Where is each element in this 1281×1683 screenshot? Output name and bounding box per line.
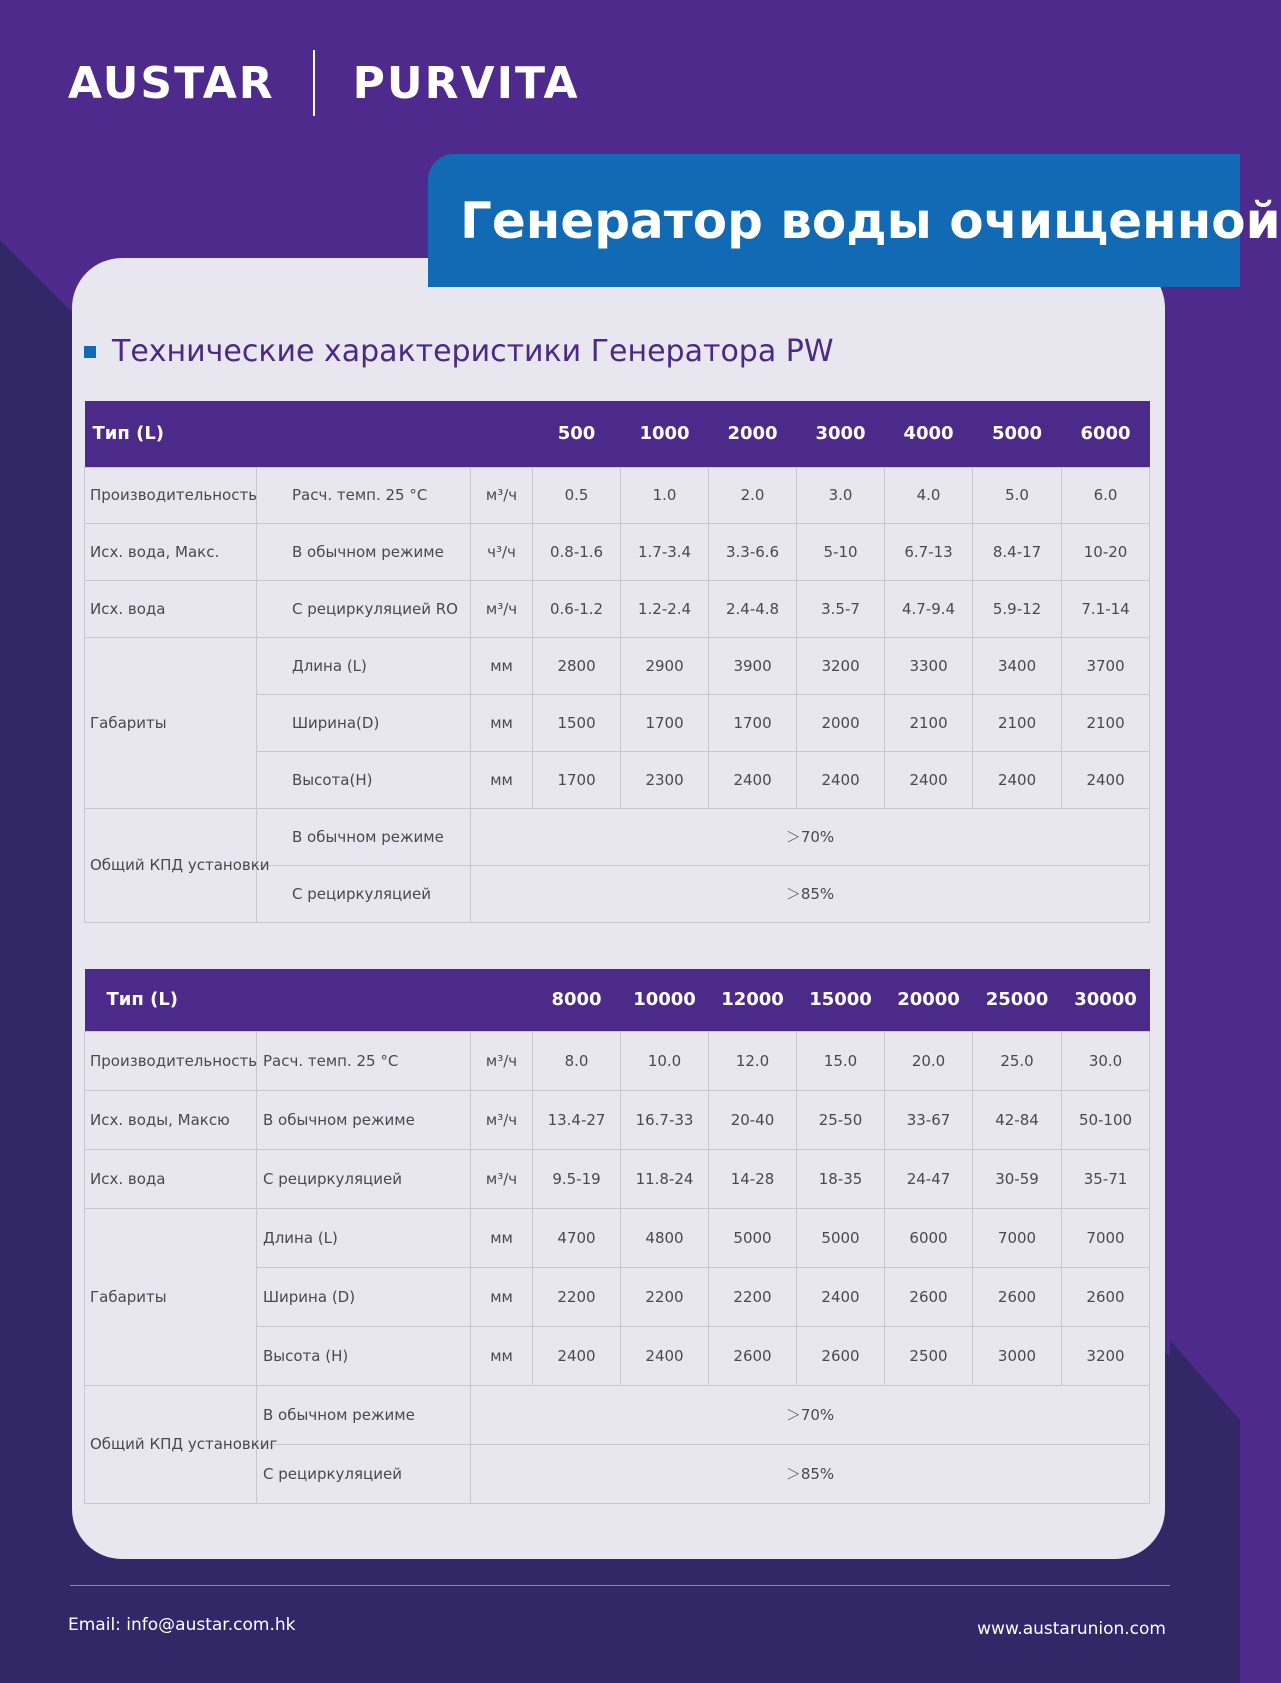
cell: 1500 bbox=[533, 694, 621, 751]
cell: 7000 bbox=[973, 1208, 1062, 1267]
cell: 13.4-27 bbox=[533, 1090, 621, 1149]
brand-logos bbox=[68, 50, 580, 116]
cell: 3400 bbox=[973, 637, 1062, 694]
table-row bbox=[85, 523, 1150, 580]
cell: 4.0 bbox=[885, 467, 973, 523]
cell: 35-71 bbox=[1062, 1149, 1150, 1208]
cell: 2300 bbox=[621, 751, 709, 808]
cell: 2400 bbox=[709, 751, 797, 808]
model-header: 20000 bbox=[885, 969, 973, 1031]
cell: 3700 bbox=[1062, 637, 1150, 694]
table-header-row bbox=[85, 969, 1150, 1031]
cell: 2600 bbox=[797, 1326, 885, 1385]
cell: 5000 bbox=[709, 1208, 797, 1267]
row-group: Исх. воды, Максю bbox=[85, 1090, 257, 1149]
cell: 2400 bbox=[885, 751, 973, 808]
row-unit: м³/ч bbox=[471, 1090, 533, 1149]
table-row bbox=[85, 467, 1150, 523]
cell: ＞70% bbox=[471, 1385, 1150, 1444]
cell: 2900 bbox=[621, 637, 709, 694]
cell: 4.7-9.4 bbox=[885, 580, 973, 637]
row-unit: м³/ч bbox=[471, 580, 533, 637]
row-unit: м³/ч bbox=[471, 467, 533, 523]
cell: 0.6-1.2 bbox=[533, 580, 621, 637]
cell: 2.0 bbox=[709, 467, 797, 523]
model-header: 12000 bbox=[709, 969, 797, 1031]
table-row bbox=[85, 637, 1150, 694]
cell: 14-28 bbox=[709, 1149, 797, 1208]
row-group: Общий КПД установкиг bbox=[85, 1385, 257, 1503]
cell: 24-47 bbox=[885, 1149, 973, 1208]
cell: ＞85% bbox=[471, 1444, 1150, 1503]
cell: 8.0 bbox=[533, 1031, 621, 1090]
title-banner bbox=[428, 154, 1281, 287]
row-param: В обычном режиме bbox=[257, 1385, 471, 1444]
row-unit: мм bbox=[471, 694, 533, 751]
row-param: Расч. темп. 25 °C bbox=[257, 1031, 471, 1090]
spec-table-1 bbox=[84, 401, 1150, 923]
cell: 2000 bbox=[797, 694, 885, 751]
cell: 6000 bbox=[885, 1208, 973, 1267]
cell: 50-100 bbox=[1062, 1090, 1150, 1149]
cell: 3.0 bbox=[797, 467, 885, 523]
row-group: Исх. вода, Макс. bbox=[85, 523, 257, 580]
cell: 1700 bbox=[709, 694, 797, 751]
cell: 1.0 bbox=[621, 467, 709, 523]
cell: 6.7-13 bbox=[885, 523, 973, 580]
footer-divider bbox=[70, 1585, 1170, 1586]
row-group: Производительность bbox=[85, 1031, 257, 1090]
cell: 2600 bbox=[1062, 1267, 1150, 1326]
cell: 3000 bbox=[973, 1326, 1062, 1385]
cell: 33-67 bbox=[885, 1090, 973, 1149]
cell: 20.0 bbox=[885, 1031, 973, 1090]
row-unit: м³/ч bbox=[471, 1031, 533, 1090]
table-row bbox=[85, 1149, 1150, 1208]
cell: 6.0 bbox=[1062, 467, 1150, 523]
model-header: 30000 bbox=[1062, 969, 1150, 1031]
cell: 2200 bbox=[621, 1267, 709, 1326]
square-bullet-icon bbox=[84, 346, 96, 358]
cell: 10.0 bbox=[621, 1031, 709, 1090]
model-header: 4000 bbox=[885, 401, 973, 467]
cell: ＞70% bbox=[471, 808, 1150, 865]
cell: 5000 bbox=[797, 1208, 885, 1267]
model-header: 8000 bbox=[533, 969, 621, 1031]
type-label: Тип (L) bbox=[85, 401, 533, 467]
row-param: Расч. темп. 25 °C bbox=[257, 467, 471, 523]
model-header: 25000 bbox=[973, 969, 1062, 1031]
purvita-logo: PURVITA bbox=[352, 57, 580, 109]
cell: 0.5 bbox=[533, 467, 621, 523]
row-param: В обычном режиме bbox=[257, 523, 471, 580]
cell: 11.8-24 bbox=[621, 1149, 709, 1208]
cell: 2800 bbox=[533, 637, 621, 694]
cell: 16.7-33 bbox=[621, 1090, 709, 1149]
cell: 0.8-1.6 bbox=[533, 523, 621, 580]
cell: 12.0 bbox=[709, 1031, 797, 1090]
model-header: 6000 bbox=[1062, 401, 1150, 467]
cell: 4800 bbox=[621, 1208, 709, 1267]
row-param: В обычном режиме bbox=[257, 808, 471, 865]
row-param: С рециркуляцией bbox=[257, 1444, 471, 1503]
table-row bbox=[85, 808, 1150, 865]
row-unit: мм bbox=[471, 751, 533, 808]
row-param: С рециркуляцией bbox=[257, 1149, 471, 1208]
row-unit: мм bbox=[471, 1326, 533, 1385]
row-unit: мм bbox=[471, 637, 533, 694]
row-group: Производительность bbox=[85, 467, 257, 523]
footer-website[interactable]: www.austarunion.com bbox=[977, 1619, 1166, 1639]
row-param: Длина (L) bbox=[257, 637, 471, 694]
row-param: Ширина (D) bbox=[257, 1267, 471, 1326]
row-param: Высота(H) bbox=[257, 751, 471, 808]
row-unit: ч³/ч bbox=[471, 523, 533, 580]
cell: 25-50 bbox=[797, 1090, 885, 1149]
cell: 42-84 bbox=[973, 1090, 1062, 1149]
cell: 3.5-7 bbox=[797, 580, 885, 637]
table-row bbox=[85, 1208, 1150, 1267]
cell: 15.0 bbox=[797, 1031, 885, 1090]
cell: 2600 bbox=[885, 1267, 973, 1326]
cell: 2400 bbox=[533, 1326, 621, 1385]
cell: ＞85% bbox=[471, 865, 1150, 922]
row-unit: мм bbox=[471, 1267, 533, 1326]
model-header: 5000 bbox=[973, 401, 1062, 467]
model-header: 15000 bbox=[797, 969, 885, 1031]
row-group: Общий КПД установки bbox=[85, 808, 257, 922]
cell: 10-20 bbox=[1062, 523, 1150, 580]
row-param: Высота (H) bbox=[257, 1326, 471, 1385]
cell: 30-59 bbox=[973, 1149, 1062, 1208]
row-group: Габариты bbox=[85, 637, 257, 808]
cell: 18-35 bbox=[797, 1149, 885, 1208]
table-row bbox=[85, 1385, 1150, 1444]
cell: 1.7-3.4 bbox=[621, 523, 709, 580]
cell: 7.1-14 bbox=[1062, 580, 1150, 637]
section-heading-text: Технические характеристики Генератора PW bbox=[112, 334, 834, 369]
austar-logo: AUSTAR bbox=[68, 57, 275, 109]
cell: 2200 bbox=[709, 1267, 797, 1326]
cell: 8.4-17 bbox=[973, 523, 1062, 580]
cell: 25.0 bbox=[973, 1031, 1062, 1090]
model-header: 500 bbox=[533, 401, 621, 467]
row-unit: м³/ч bbox=[471, 1149, 533, 1208]
row-group: Исх. вода bbox=[85, 1149, 257, 1208]
row-unit: мм bbox=[471, 1208, 533, 1267]
row-param: С рециркуляцией RO bbox=[257, 580, 471, 637]
row-param: Длина (L) bbox=[257, 1208, 471, 1267]
row-group: Исх. вода bbox=[85, 580, 257, 637]
type-label: Тип (L) bbox=[85, 969, 533, 1031]
logo-divider bbox=[313, 50, 315, 116]
model-header: 10000 bbox=[621, 969, 709, 1031]
table-row bbox=[85, 1090, 1150, 1149]
footer-email[interactable]: Email: info@austar.com.hk bbox=[68, 1615, 296, 1635]
cell: 3.3-6.6 bbox=[709, 523, 797, 580]
cell: 3900 bbox=[709, 637, 797, 694]
cell: 7000 bbox=[1062, 1208, 1150, 1267]
cell: 3300 bbox=[885, 637, 973, 694]
cell: 2100 bbox=[973, 694, 1062, 751]
model-header: 3000 bbox=[797, 401, 885, 467]
cell: 2100 bbox=[1062, 694, 1150, 751]
spec-table-2 bbox=[84, 969, 1150, 1504]
cell: 1700 bbox=[533, 751, 621, 808]
cell: 5.9-12 bbox=[973, 580, 1062, 637]
cell: 4700 bbox=[533, 1208, 621, 1267]
row-param: Ширина(D) bbox=[257, 694, 471, 751]
row-group: Габариты bbox=[85, 1208, 257, 1385]
model-header: 1000 bbox=[621, 401, 709, 467]
cell: 2400 bbox=[797, 1267, 885, 1326]
row-param: С рециркуляцией bbox=[257, 865, 471, 922]
cell: 2400 bbox=[973, 751, 1062, 808]
cell: 2400 bbox=[797, 751, 885, 808]
cell: 30.0 bbox=[1062, 1031, 1150, 1090]
cell: 9.5-19 bbox=[533, 1149, 621, 1208]
cell: 5-10 bbox=[797, 523, 885, 580]
cell: 2400 bbox=[621, 1326, 709, 1385]
section-heading bbox=[84, 334, 834, 369]
cell: 1.2-2.4 bbox=[621, 580, 709, 637]
table-row bbox=[85, 580, 1150, 637]
cell: 2100 bbox=[885, 694, 973, 751]
table-row bbox=[85, 1031, 1150, 1090]
cell: 5.0 bbox=[973, 467, 1062, 523]
cell: 2200 bbox=[533, 1267, 621, 1326]
cell: 3200 bbox=[1062, 1326, 1150, 1385]
row-param: В обычном режиме bbox=[257, 1090, 471, 1149]
page-title: Генератор воды очищенной bbox=[460, 191, 1281, 250]
cell: 1700 bbox=[621, 694, 709, 751]
cell: 2500 bbox=[885, 1326, 973, 1385]
cell: 2600 bbox=[709, 1326, 797, 1385]
cell: 2600 bbox=[973, 1267, 1062, 1326]
table-header-row bbox=[85, 401, 1150, 467]
cell: 20-40 bbox=[709, 1090, 797, 1149]
model-header: 2000 bbox=[709, 401, 797, 467]
cell: 2400 bbox=[1062, 751, 1150, 808]
cell: 2.4-4.8 bbox=[709, 580, 797, 637]
cell: 3200 bbox=[797, 637, 885, 694]
